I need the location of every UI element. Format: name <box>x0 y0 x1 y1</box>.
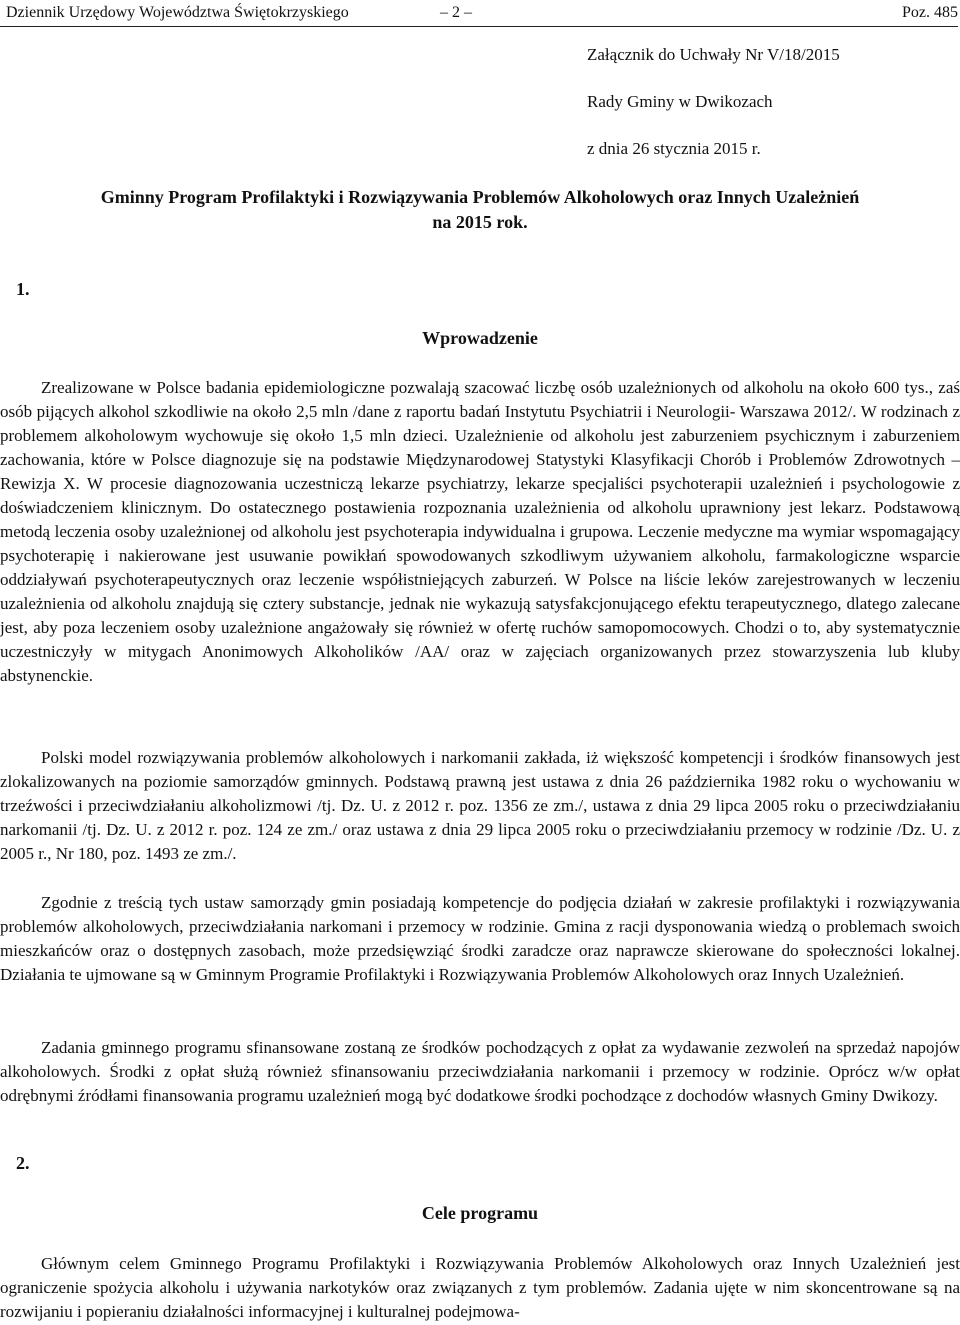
annex-line-3: z dnia 26 stycznia 2015 r. <box>587 139 761 158</box>
section-2-number: 2. <box>16 1153 30 1173</box>
section-1-heading: Wprowadzenie <box>422 328 538 348</box>
header-divider <box>0 26 958 27</box>
annex-line-2: Rady Gminy w Dwikozach <box>587 92 773 111</box>
page-number: – 2 – <box>440 4 472 21</box>
publication-title: Dziennik Urzędowy Województwa Świętokrzyskiego <box>6 4 349 21</box>
section-2-heading: Cele programu <box>421 1203 539 1223</box>
section-1-paragraph-1: Zrealizowane w Polsce badania epidemiologiczne pozwalają szacować liczbę osób uzależnionych od alkoholu na około 600 tys., zaś osób pijących alkohol szkodliwie na około 2,5 mln /dane z raportu badań Instytutu Psychiatrii i Neurologii- Warszawa 2012/. W rodzinach z problemem alkoholowym wychowuje się około 1,5 mln dzieci. Uzależnienie od alkoholu jest zaburzeniem psychicznym i zaburzeniem zachowania, które w Polsce diagnozuje się na podstawie Międzynarodowej Statystyki Klasyfikacji Chorób i Problemów Zdrowotnych – Rewizja X. W procesie diagnozowania uczestniczą lekarze psychiatrzy, lekarze specjaliści psychoterapii uzależnień i psychologowie z doświadczeniem klinicznym. Do ostatecznego postawienia rozpoznania uzależnienia od alkoholu uprawniony jest lekarz. Podstawową metodą leczenia osoby uzależnionej od alkoholu jest psychoterapia indywidualna i grupowa. Leczenie medyczne ma wymiar wspomagający psychoterapię i nakierowane jest usuwanie powikłań spowodowanych szkodliwym używaniem alkoholu, farmakologiczne wsparcie oddziaływań psychoterapeutycznych oraz leczenie współistniejących zaburzeń. W Polsce na liście leków zarejestrowanych w leczeniu uzależnienia od alkoholu znajdują się cztery substancje, jednak nie wykazują satysfakcjonującego efektu terapeutycznego, dlatego zalecane jest, aby poza leczeniem osoby uzależnione angażowały się również w ofertę ruchów samopomocowych. Chodzi o to, aby systematycznie uczestniczyły w mitygach Anonimowych Alkoholików /AA/ oraz w zajęciach organizowanych przez stowarzyszenia lub kluby abstynenckie. <box>0 378 960 685</box>
section-1-paragraph-2: Polski model rozwiązywania problemów alkoholowych i narkomanii zakłada, iż większość kompetencji i środków finansowych jest zlokalizowanych na poziomie samorządów gminnych. Podstawą prawną jest ustawa z dnia 26 października 1982 roku o wychowaniu w trzeźwości i przeciwdziałaniu alkoholizmowi /tj. Dz. U. z 2012 r. poz. 1356 ze zm./, ustawa z dnia 29 lipca 2005 roku o przeciwdziałaniu narkomanii /tj. Dz. U. z 2012 r. poz. 124 ze zm./ oraz ustawa z dnia 29 lipca 2005 roku o przeciwdziałaniu przemocy w rodzinie /Dz. U. z 2005 r., Nr 180, poz. 1493 ze zm./. <box>0 748 960 863</box>
document-title-line-2: na 2015 rok. <box>432 212 528 232</box>
document-title-line-1: Gminny Program Profilaktyki i Rozwiązywania Problemów Alkoholowych oraz Innych Uzależnień <box>100 187 860 207</box>
annex-line-1: Załącznik do Uchwały Nr V/18/2015 <box>587 45 840 64</box>
page-header <box>0 2 960 24</box>
position-number: Poz. 485 <box>902 4 958 21</box>
section-1-paragraph-3: Zgodnie z treścią tych ustaw samorządy gmin posiadają kompetencje do podjęcia działań w zakresie profilaktyki i rozwiązywania problemów alkoholowych, przeciwdziałania narkomani i przemocy w rodzinie. Gmina z racji dysponowania wiedzą o problemach swoich mieszkańców oraz o dostępnych zasobach, może przedsięwziąć środki zaradcze oraz naprawcze skierowane do społeczności lokalnej. Działania te ujmowane są w Gminnym Programie Profilaktyki i Rozwiązywania Problemów Alkoholowych oraz Innych Uzależnień. <box>0 893 960 984</box>
section-2-paragraph-1: Głównym celem Gminnego Programu Profilaktyki i Rozwiązywania Problemów Alkoholowych oraz Innych Uzależnień jest ograniczenie spożycia alkoholu i używania narkotyków oraz związanych z tym problemów. Zadania ujęte w nim skoncentrowane są na rozwijaniu i popieraniu działalności informacyjnej i kulturalnej podejmowa- <box>0 1254 960 1321</box>
section-1-paragraph-4: Zadania gminnego programu sfinansowane zostaną ze środków pochodzących z opłat za wydawanie zezwoleń na sprzedaż napojów alkoholowych. Środki z opłat służą również sfinansowaniu przeciwdziałania narkomanii i przemocy w rodzinie. Oprócz w/w opłat odrębnymi źródłami finansowania programu uzależnień mogą być dodatkowe środki pochodzące z dochodów własnych Gminy Dwikozy. <box>0 1038 960 1105</box>
section-1-number: 1. <box>16 279 30 299</box>
